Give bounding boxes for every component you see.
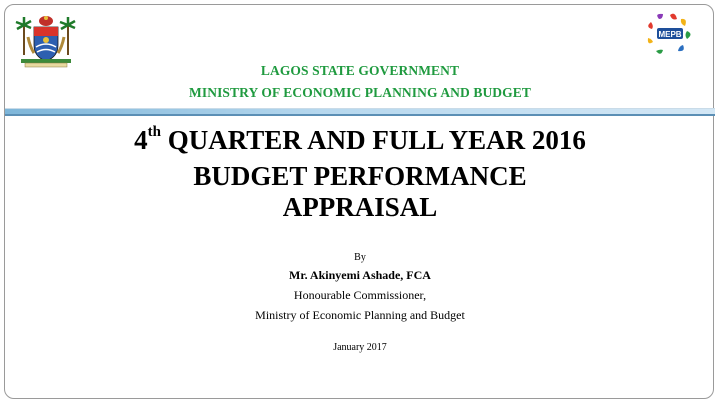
header-divider-accent	[5, 114, 715, 116]
presenter-ministry: Ministry of Economic Planning and Budget	[255, 308, 465, 322]
presenter-position: Honourable Commissioner,	[293, 288, 427, 302]
mepb-logo-icon	[639, 9, 701, 65]
presentation-date: January 2017	[333, 342, 387, 353]
org-line-government: LAGOS STATE GOVERNMENT	[260, 63, 460, 78]
slide	[4, 4, 714, 399]
lagos-state-coat-of-arms-icon	[15, 13, 77, 69]
mepb-logo-text: MEPB	[658, 30, 682, 39]
by-label: By	[354, 252, 366, 263]
title-line-1	[5, 125, 715, 155]
title-line-3: APPRAISAL	[282, 192, 438, 222]
title-line-2: BUDGET PERFORMANCE	[193, 161, 527, 191]
title-superscript: th	[147, 124, 161, 140]
org-line-ministry: MINISTRY OF ECONOMIC PLANNING AND BUDGET	[189, 85, 531, 100]
title-line-1-rest: QUARTER AND FULL YEAR 2016	[161, 125, 586, 155]
title-number: 4	[134, 125, 148, 155]
presenter-name: Mr. Akinyemi Ashade, FCA	[289, 268, 431, 282]
